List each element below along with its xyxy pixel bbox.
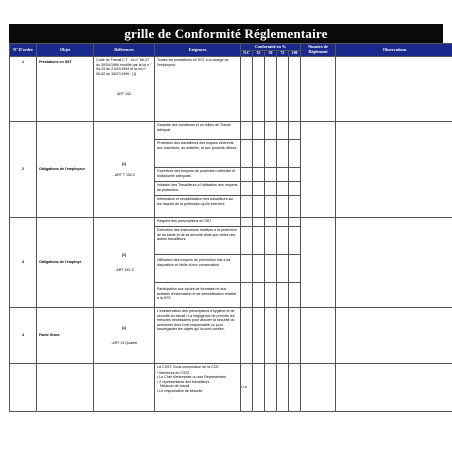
cell-50[interactable] — [265, 308, 277, 364]
cell-nc[interactable] — [241, 168, 253, 182]
cell-nc[interactable] — [241, 182, 253, 196]
header-exigences: Exigences — [155, 44, 241, 57]
header-observations: Observations — [336, 44, 452, 57]
row-objet: Faute Grave — [37, 308, 94, 364]
cell-nc[interactable] — [241, 283, 253, 308]
cell-25[interactable] — [253, 283, 265, 308]
cell-observations[interactable] — [336, 364, 452, 412]
reference-article: ART 152 — [116, 92, 132, 97]
header-25: 25 — [253, 51, 265, 57]
header-50: 50 — [265, 51, 277, 57]
members-title: * Membres du CSST : — [157, 370, 192, 375]
cell-25[interactable] — [253, 140, 265, 168]
cell-100[interactable] — [289, 182, 301, 196]
member-item: • Le responsable de sécurité. — [157, 388, 204, 393]
cell-100[interactable] — [289, 227, 301, 255]
header-nc: N.C — [241, 51, 253, 57]
reference-source: (1) — [121, 325, 127, 330]
cell-50[interactable] — [265, 122, 277, 140]
cell-75[interactable] — [277, 122, 289, 140]
cell-50[interactable] — [265, 283, 277, 308]
cell-nc[interactable] — [241, 255, 253, 283]
cell-100[interactable] — [289, 140, 301, 168]
reference-text: Code de Travail C.T : loi n° 66-27 du 30/04/1966 modifié par la loi n ° 94-29 du 21/02/1994 et la loi n° 96-62 du 15/07/1996 : [1] — [96, 58, 152, 76]
cell-100[interactable] — [289, 255, 301, 283]
row-exigence: Exécution des instructions relatives à la protection de sa santé et de sa sécurité ainsi que celles des autres travailleurs. — [155, 227, 241, 255]
row-exigence: Initiation des Travailleurs à l'utilisation des moyens de protection. — [155, 182, 241, 196]
cell-100[interactable] — [289, 218, 301, 227]
row-exigence: Participation aux cycles de formation et aux activités d'information et de sensibilisation relative à la SST. — [155, 283, 241, 308]
row-number — [10, 364, 37, 412]
row-objet: Prestations en SST — [37, 57, 94, 122]
header-num: N° D'ordre — [10, 44, 37, 57]
reference-article: - ART T 152-2 — [112, 172, 136, 177]
cell-75[interactable] — [277, 283, 289, 308]
row-exigence: Garantie des conditions et un milieu de Travail adéquat. — [155, 122, 241, 140]
cell-75[interactable] — [277, 218, 289, 227]
row-references — [94, 57, 155, 122]
cell-75[interactable] — [277, 196, 289, 218]
cell-nc[interactable] — [241, 140, 253, 168]
row-exigence: Toutes les prestations en SST à la charge de l'employeur. — [155, 57, 241, 122]
row-references — [94, 308, 155, 364]
row-exigence: Information et sensibilisation des travailleurs sur les risques de la profession qu'ils exercent. — [155, 196, 241, 218]
cell-numero-reglement[interactable] — [301, 218, 336, 308]
row-exigence: Respect des prescriptions en SST — [155, 218, 241, 227]
cell-100[interactable] — [289, 122, 301, 140]
cell-100[interactable] — [289, 196, 301, 218]
cell-75[interactable] — [277, 308, 289, 364]
reference-source: (1) — [121, 252, 127, 257]
cell-observations[interactable] — [336, 122, 452, 218]
cell-25[interactable] — [253, 227, 265, 255]
row-references — [94, 218, 155, 308]
row-number: 4 — [10, 308, 37, 364]
header-75: 75 — [277, 51, 289, 57]
cell-75[interactable] — [277, 227, 289, 255]
cell-50[interactable] — [265, 218, 277, 227]
member-item: • 2 représentants des travailleurs — [157, 379, 210, 384]
cell-numero-reglement[interactable] — [301, 122, 336, 218]
header-numero-reglement: Numéro de Règlement — [301, 44, 336, 57]
header-objet: Objet — [37, 44, 94, 57]
cell-observations[interactable] — [336, 218, 452, 308]
cell-nc[interactable] — [241, 308, 253, 364]
header-row — [10, 44, 452, 51]
table-row — [10, 218, 452, 227]
csst-heading: La CSST: Sous commission de la CCE — [157, 365, 219, 369]
cell-25[interactable] — [253, 364, 265, 412]
compliance-sheet — [9, 24, 443, 412]
cell-observations[interactable] — [336, 308, 452, 364]
cell-100[interactable] — [289, 308, 301, 364]
cell-75[interactable] — [277, 182, 289, 196]
cell-25[interactable] — [253, 57, 265, 122]
cell-numero-reglement[interactable] — [301, 308, 336, 364]
cell-25[interactable] — [253, 308, 265, 364]
cell-50[interactable] — [265, 364, 277, 412]
row-objet — [37, 364, 94, 412]
row-number: 3 — [10, 218, 37, 308]
cell-nc[interactable] — [241, 218, 253, 227]
cell-50[interactable] — [265, 227, 277, 255]
cell-50[interactable] — [265, 140, 277, 168]
row-objet: Obligations de l'employeur — [37, 122, 94, 218]
header-references: Références — [94, 44, 155, 57]
cell-nc[interactable] — [241, 364, 253, 412]
cell-50[interactable] — [265, 168, 277, 182]
row-references — [94, 364, 155, 412]
cell-25[interactable] — [253, 218, 265, 227]
cell-25[interactable] — [253, 182, 265, 196]
cell-100[interactable] — [289, 57, 301, 122]
row-exigence: Protection des travailleurs des risques inhérents aux machines, au matériel, et aux produits utilisés — [155, 140, 241, 168]
cell-25[interactable] — [253, 168, 265, 182]
cell-75[interactable] — [277, 364, 289, 412]
row-number: 2 — [10, 122, 37, 218]
cell-50[interactable] — [265, 57, 277, 122]
row-exigence: Utilisation des moyens de prévention mis à sa disposition et Veille à leur conservation. — [155, 255, 241, 283]
reference-article: - ART 152-3 — [114, 267, 134, 272]
compliance-table — [9, 43, 452, 412]
member-item: • Le Chef d'entreprise ou son Représentant — [157, 375, 226, 380]
member-side-text: • Le — [241, 385, 248, 390]
table-row — [10, 308, 452, 364]
cell-100[interactable] — [289, 283, 301, 308]
cell-nc[interactable] — [241, 122, 253, 140]
cell-observations[interactable] — [336, 57, 452, 122]
member-item: Médecin de travail — [160, 384, 190, 389]
row-objet: Obligations de l'employé — [37, 218, 94, 308]
row-exigence: L'inobservation des prescriptions d'hygiène et de sécurité au travail / La négligence de prendre les mesures nécessaires pour assurer la sécurité du personnel dont il est responsable ou pour sauvegarder les objets qui lui sont confiés. — [155, 308, 241, 364]
cell-25[interactable] — [253, 122, 265, 140]
cell-25[interactable] — [253, 196, 265, 218]
cell-75[interactable] — [277, 168, 289, 182]
cell-25[interactable] — [253, 255, 265, 283]
row-number: 1 — [10, 57, 37, 122]
table-row — [10, 122, 452, 140]
table-row — [10, 364, 452, 412]
cell-50[interactable] — [265, 182, 277, 196]
cell-75[interactable] — [277, 140, 289, 168]
row-exigence — [155, 364, 241, 412]
reference-article: - ART 14 Quarter — [110, 340, 138, 345]
cell-100[interactable] — [289, 168, 301, 182]
cell-nc[interactable] — [241, 196, 253, 218]
cell-nc[interactable] — [241, 57, 253, 122]
page-title: grille de Conformité Réglementaire — [9, 24, 443, 43]
cell-100[interactable] — [289, 364, 301, 412]
cell-50[interactable] — [265, 255, 277, 283]
header-conformite: Conformité en % — [241, 44, 301, 51]
row-exigence: Fourniture des moyens de protection collective et individuelle adéquats. — [155, 168, 241, 182]
cell-numero-reglement[interactable] — [301, 364, 336, 412]
header-100: 100 — [289, 51, 301, 57]
table-row — [10, 57, 452, 122]
cell-nc[interactable] — [241, 227, 253, 255]
cell-numero-reglement[interactable] — [301, 57, 336, 122]
cell-75[interactable] — [277, 57, 289, 122]
cell-50[interactable] — [265, 196, 277, 218]
reference-source: (1) — [121, 161, 127, 166]
row-references — [94, 122, 155, 218]
cell-75[interactable] — [277, 255, 289, 283]
